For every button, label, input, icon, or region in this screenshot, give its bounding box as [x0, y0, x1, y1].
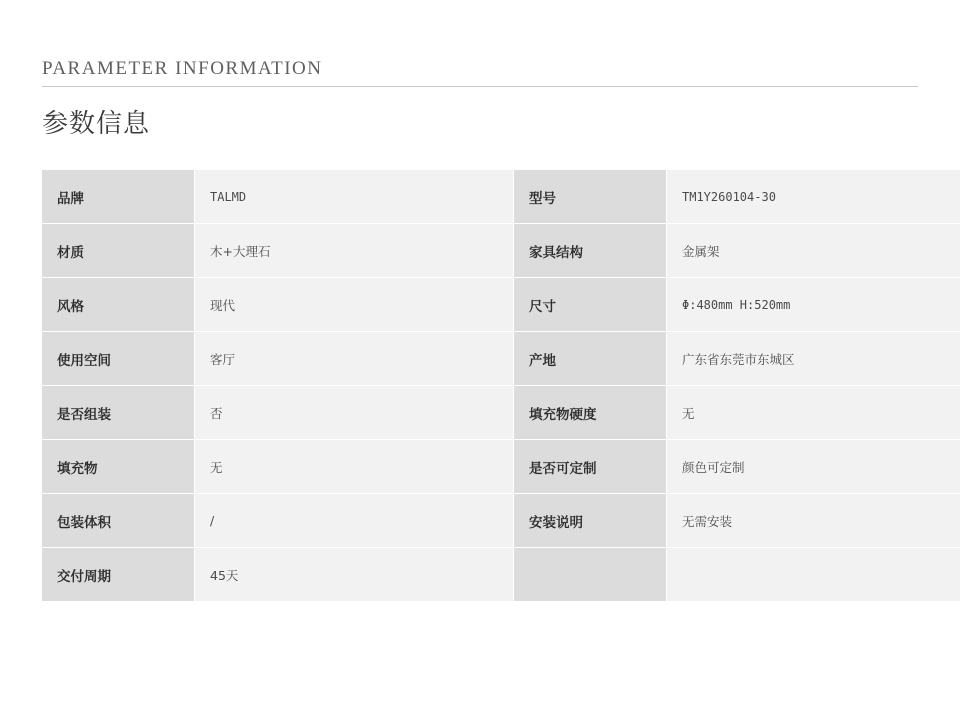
- param-label: 安装说明: [514, 494, 667, 548]
- param-value: 无: [667, 386, 960, 440]
- table-row: [42, 170, 960, 224]
- param-label: 材质: [42, 224, 195, 278]
- param-label: 风格: [42, 278, 195, 332]
- param-label: 尺寸: [514, 278, 667, 332]
- page-header: [42, 0, 918, 140]
- param-label: 型号: [514, 170, 667, 224]
- table-row: [42, 386, 960, 440]
- param-label: 品牌: [42, 170, 195, 224]
- param-value: Φ:480mm H:520mm: [667, 278, 960, 332]
- param-label: 填充物: [42, 440, 195, 494]
- param-value: TALMD: [195, 170, 514, 224]
- param-label: 填充物硬度: [514, 386, 667, 440]
- param-label: 产地: [514, 332, 667, 386]
- table-row: [42, 548, 960, 602]
- param-value: TM1Y260104-30: [667, 170, 960, 224]
- param-value: 无需安装: [667, 494, 960, 548]
- param-value: 否: [195, 386, 514, 440]
- param-label: 使用空间: [42, 332, 195, 386]
- param-value: 金属架: [667, 224, 960, 278]
- param-value: 颜色可定制: [667, 440, 960, 494]
- param-label: 包装体积: [42, 494, 195, 548]
- param-value-empty: [667, 548, 960, 602]
- param-value: /: [195, 494, 514, 548]
- table-row: [42, 440, 960, 494]
- param-value: 现代: [195, 278, 514, 332]
- param-label: 家具结构: [514, 224, 667, 278]
- table-row: [42, 224, 960, 278]
- table-row: [42, 332, 960, 386]
- param-label-empty: [514, 548, 667, 602]
- param-value: 木+大理石: [195, 224, 514, 278]
- param-value: 广东省东莞市东城区: [667, 332, 960, 386]
- param-label: 是否组装: [42, 386, 195, 440]
- table-row: [42, 494, 960, 548]
- parameter-table-body: [42, 170, 960, 602]
- page-title-cn: 参数信息: [42, 109, 151, 139]
- param-value: 45天: [195, 548, 514, 602]
- param-value: 客厅: [195, 332, 514, 386]
- param-label: 交付周期: [42, 548, 195, 602]
- param-label: 是否可定制: [514, 440, 667, 494]
- page-title-en: PARAMETER INFORMATION: [42, 58, 918, 87]
- parameter-table: [42, 170, 960, 602]
- table-row: [42, 278, 960, 332]
- param-value: 无: [195, 440, 514, 494]
